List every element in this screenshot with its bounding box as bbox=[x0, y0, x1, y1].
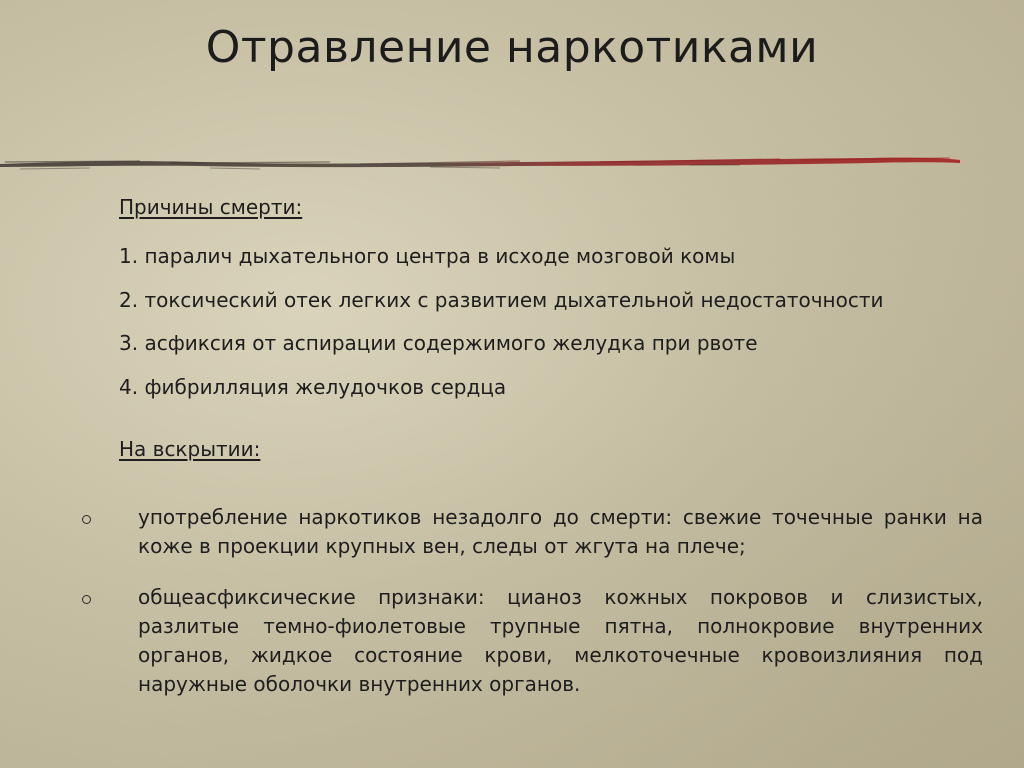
causes-list bbox=[119, 238, 999, 413]
autopsy-findings-list bbox=[0, 503, 1024, 721]
slide-title: Отравление наркотиками bbox=[205, 22, 819, 73]
hollow-circle-bullet-icon bbox=[82, 515, 91, 524]
autopsy-heading: На вскрытии: bbox=[119, 437, 261, 461]
hollow-circle-bullet-icon bbox=[82, 595, 91, 604]
cause-item: 4. фибрилляция желудочков сердца bbox=[119, 375, 507, 400]
finding-item bbox=[0, 583, 1024, 699]
finding-text: употребление наркотиков незадолго до смерти: свежие точечные ранки на коже в проекции крупных вен, следы от жгута на плече; bbox=[138, 505, 983, 558]
cause-item: 2. токсический отек легких с развитием дыхательной недостаточности bbox=[119, 287, 884, 312]
finding-item bbox=[0, 503, 1024, 561]
cause-item: 3. асфиксия от аспирации содержимого желудка при рвоте bbox=[119, 331, 758, 356]
causes-heading: Причины смерти: bbox=[119, 195, 303, 219]
title-divider bbox=[0, 150, 970, 174]
finding-text: общеасфиксические признаки: цианоз кожных покровов и слизистых, разлитые темно-фиолетовые трупные пятна, полнокровие внутренних органов, жидкое состояние крови, мелкоточечные кровоизлияния под наружные оболочки внутренних органов. bbox=[138, 585, 983, 696]
cause-item: 1. паралич дыхательного центра в исходе мозговой комы bbox=[119, 244, 736, 268]
